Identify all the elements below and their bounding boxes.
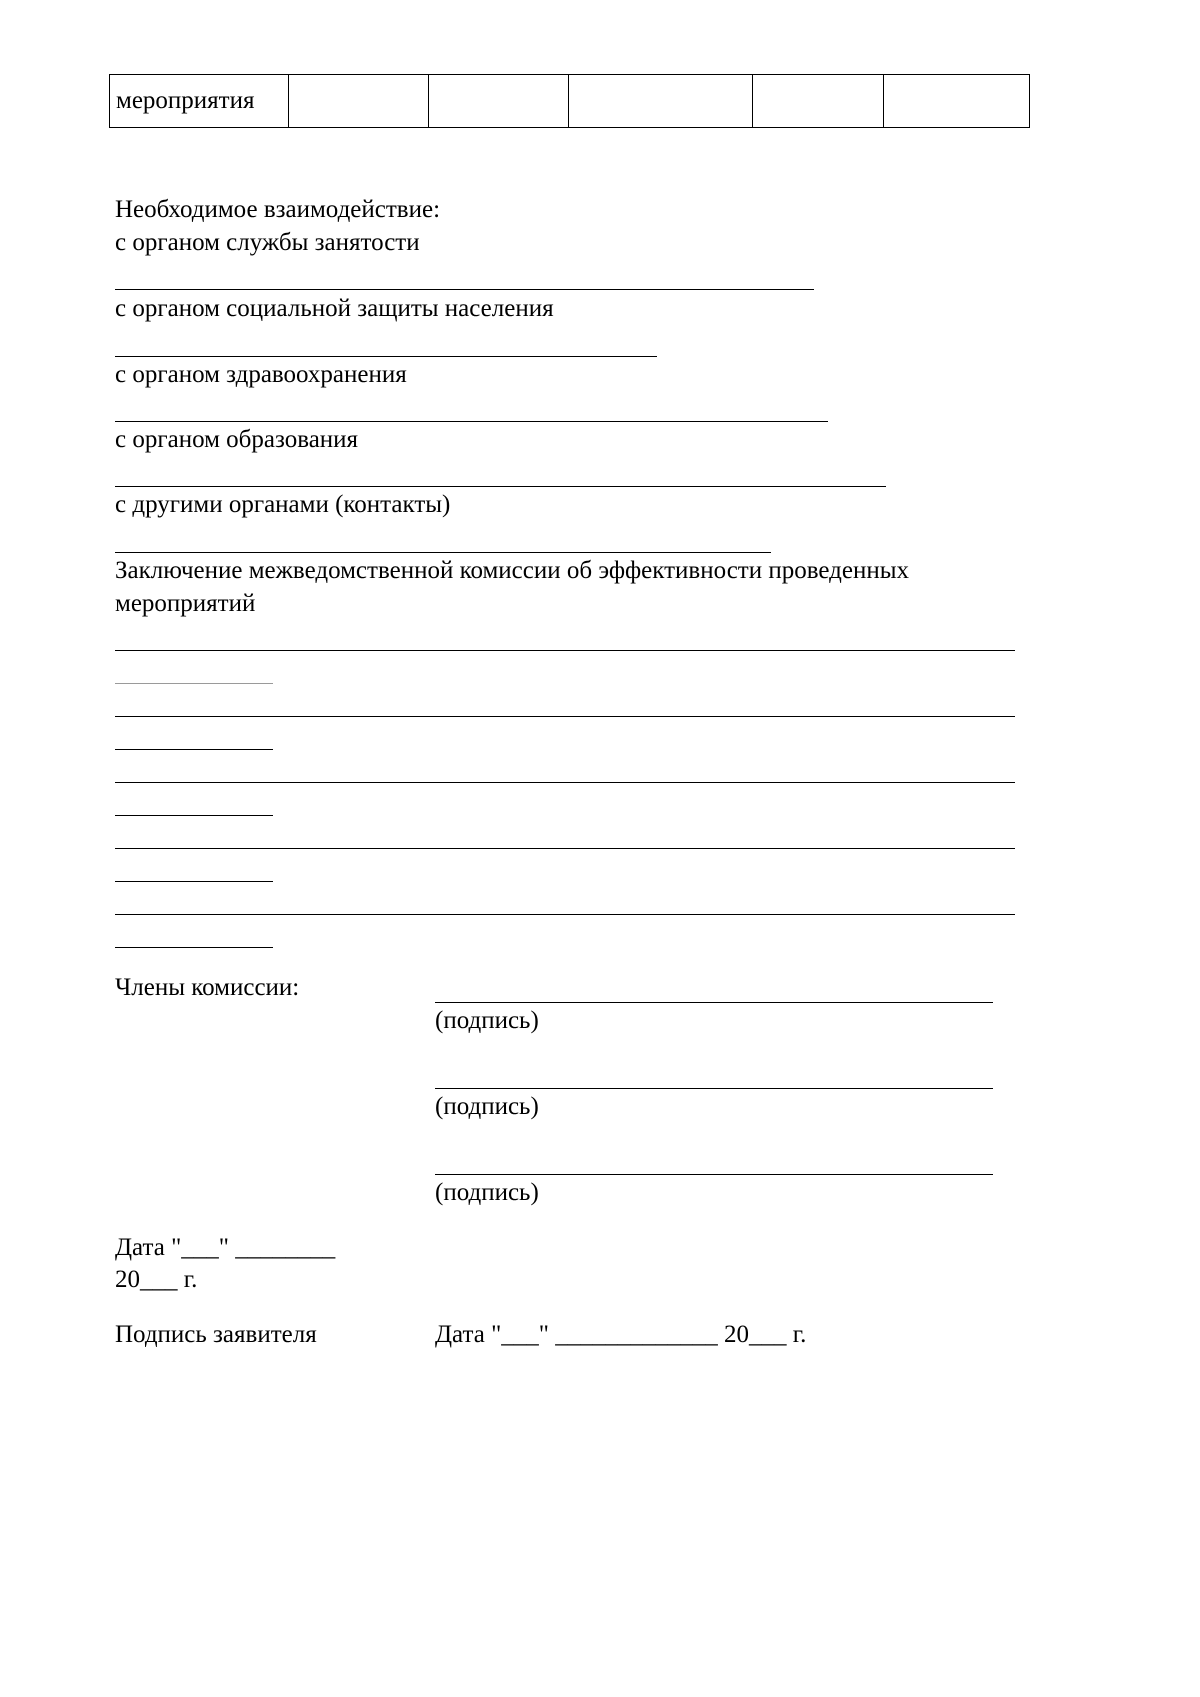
interaction-education-label: с органом образования xyxy=(115,426,359,453)
employment-fill-line[interactable] xyxy=(115,289,814,290)
signature-caption-1: (подпись) xyxy=(435,1007,539,1034)
conclusion-fill-line-3-short[interactable] xyxy=(115,815,273,816)
commission-label: Члены комиссии: xyxy=(115,974,300,1001)
date-line-1: Дата "___" ________ xyxy=(115,1234,336,1261)
conclusion-fill-line-4[interactable] xyxy=(115,848,1015,849)
conclusion-fill-line-5-short[interactable] xyxy=(115,947,273,948)
signature-line-3[interactable] xyxy=(435,1174,993,1175)
conclusion-fill-line-3[interactable] xyxy=(115,782,1015,783)
conclusion-fill-line-5[interactable] xyxy=(115,914,1015,915)
activities-table xyxy=(109,74,1030,128)
interaction-other-label: с другими органами (контакты) xyxy=(115,491,451,518)
signature-line-2[interactable] xyxy=(435,1088,993,1089)
interaction-employment-label: с органом службы занятости xyxy=(115,229,420,256)
conclusion-fill-line-2[interactable] xyxy=(115,716,1015,717)
table-cell xyxy=(429,75,569,128)
interaction-health-label: с органом здравоохранения xyxy=(115,361,407,388)
education-fill-line[interactable] xyxy=(115,486,886,487)
other-fill-line[interactable] xyxy=(115,552,771,553)
conclusion-title-line1: Заключение межведомственной комиссии об эффективности проведенных xyxy=(115,557,910,584)
conclusion-fill-line-1[interactable] xyxy=(115,650,1015,651)
table-cell xyxy=(289,75,429,128)
table-cell xyxy=(569,75,753,128)
conclusion-fill-line-1-short[interactable] xyxy=(115,683,273,684)
social-fill-line[interactable] xyxy=(115,356,657,357)
conclusion-fill-line-4-short[interactable] xyxy=(115,881,273,882)
interaction-heading: Необходимое взаимодействие: xyxy=(115,196,441,223)
conclusion-title-line2: мероприятий xyxy=(115,590,256,617)
interaction-social-label: с органом социальной защиты населения xyxy=(115,295,554,322)
table-row xyxy=(110,75,1030,128)
applicant-signature-label: Подпись заявителя xyxy=(115,1321,317,1348)
table-cell xyxy=(753,75,884,128)
table-cell-activities: мероприятия xyxy=(110,75,289,128)
applicant-date-line: Дата "___" _____________ 20___ г. xyxy=(435,1321,807,1348)
signature-line-1[interactable] xyxy=(435,1002,993,1003)
date-line-2: 20___ г. xyxy=(115,1266,198,1293)
conclusion-fill-line-2-short[interactable] xyxy=(115,749,273,750)
table-cell xyxy=(884,75,1030,128)
signature-caption-2: (подпись) xyxy=(435,1093,539,1120)
health-fill-line[interactable] xyxy=(115,421,828,422)
signature-caption-3: (подпись) xyxy=(435,1179,539,1206)
